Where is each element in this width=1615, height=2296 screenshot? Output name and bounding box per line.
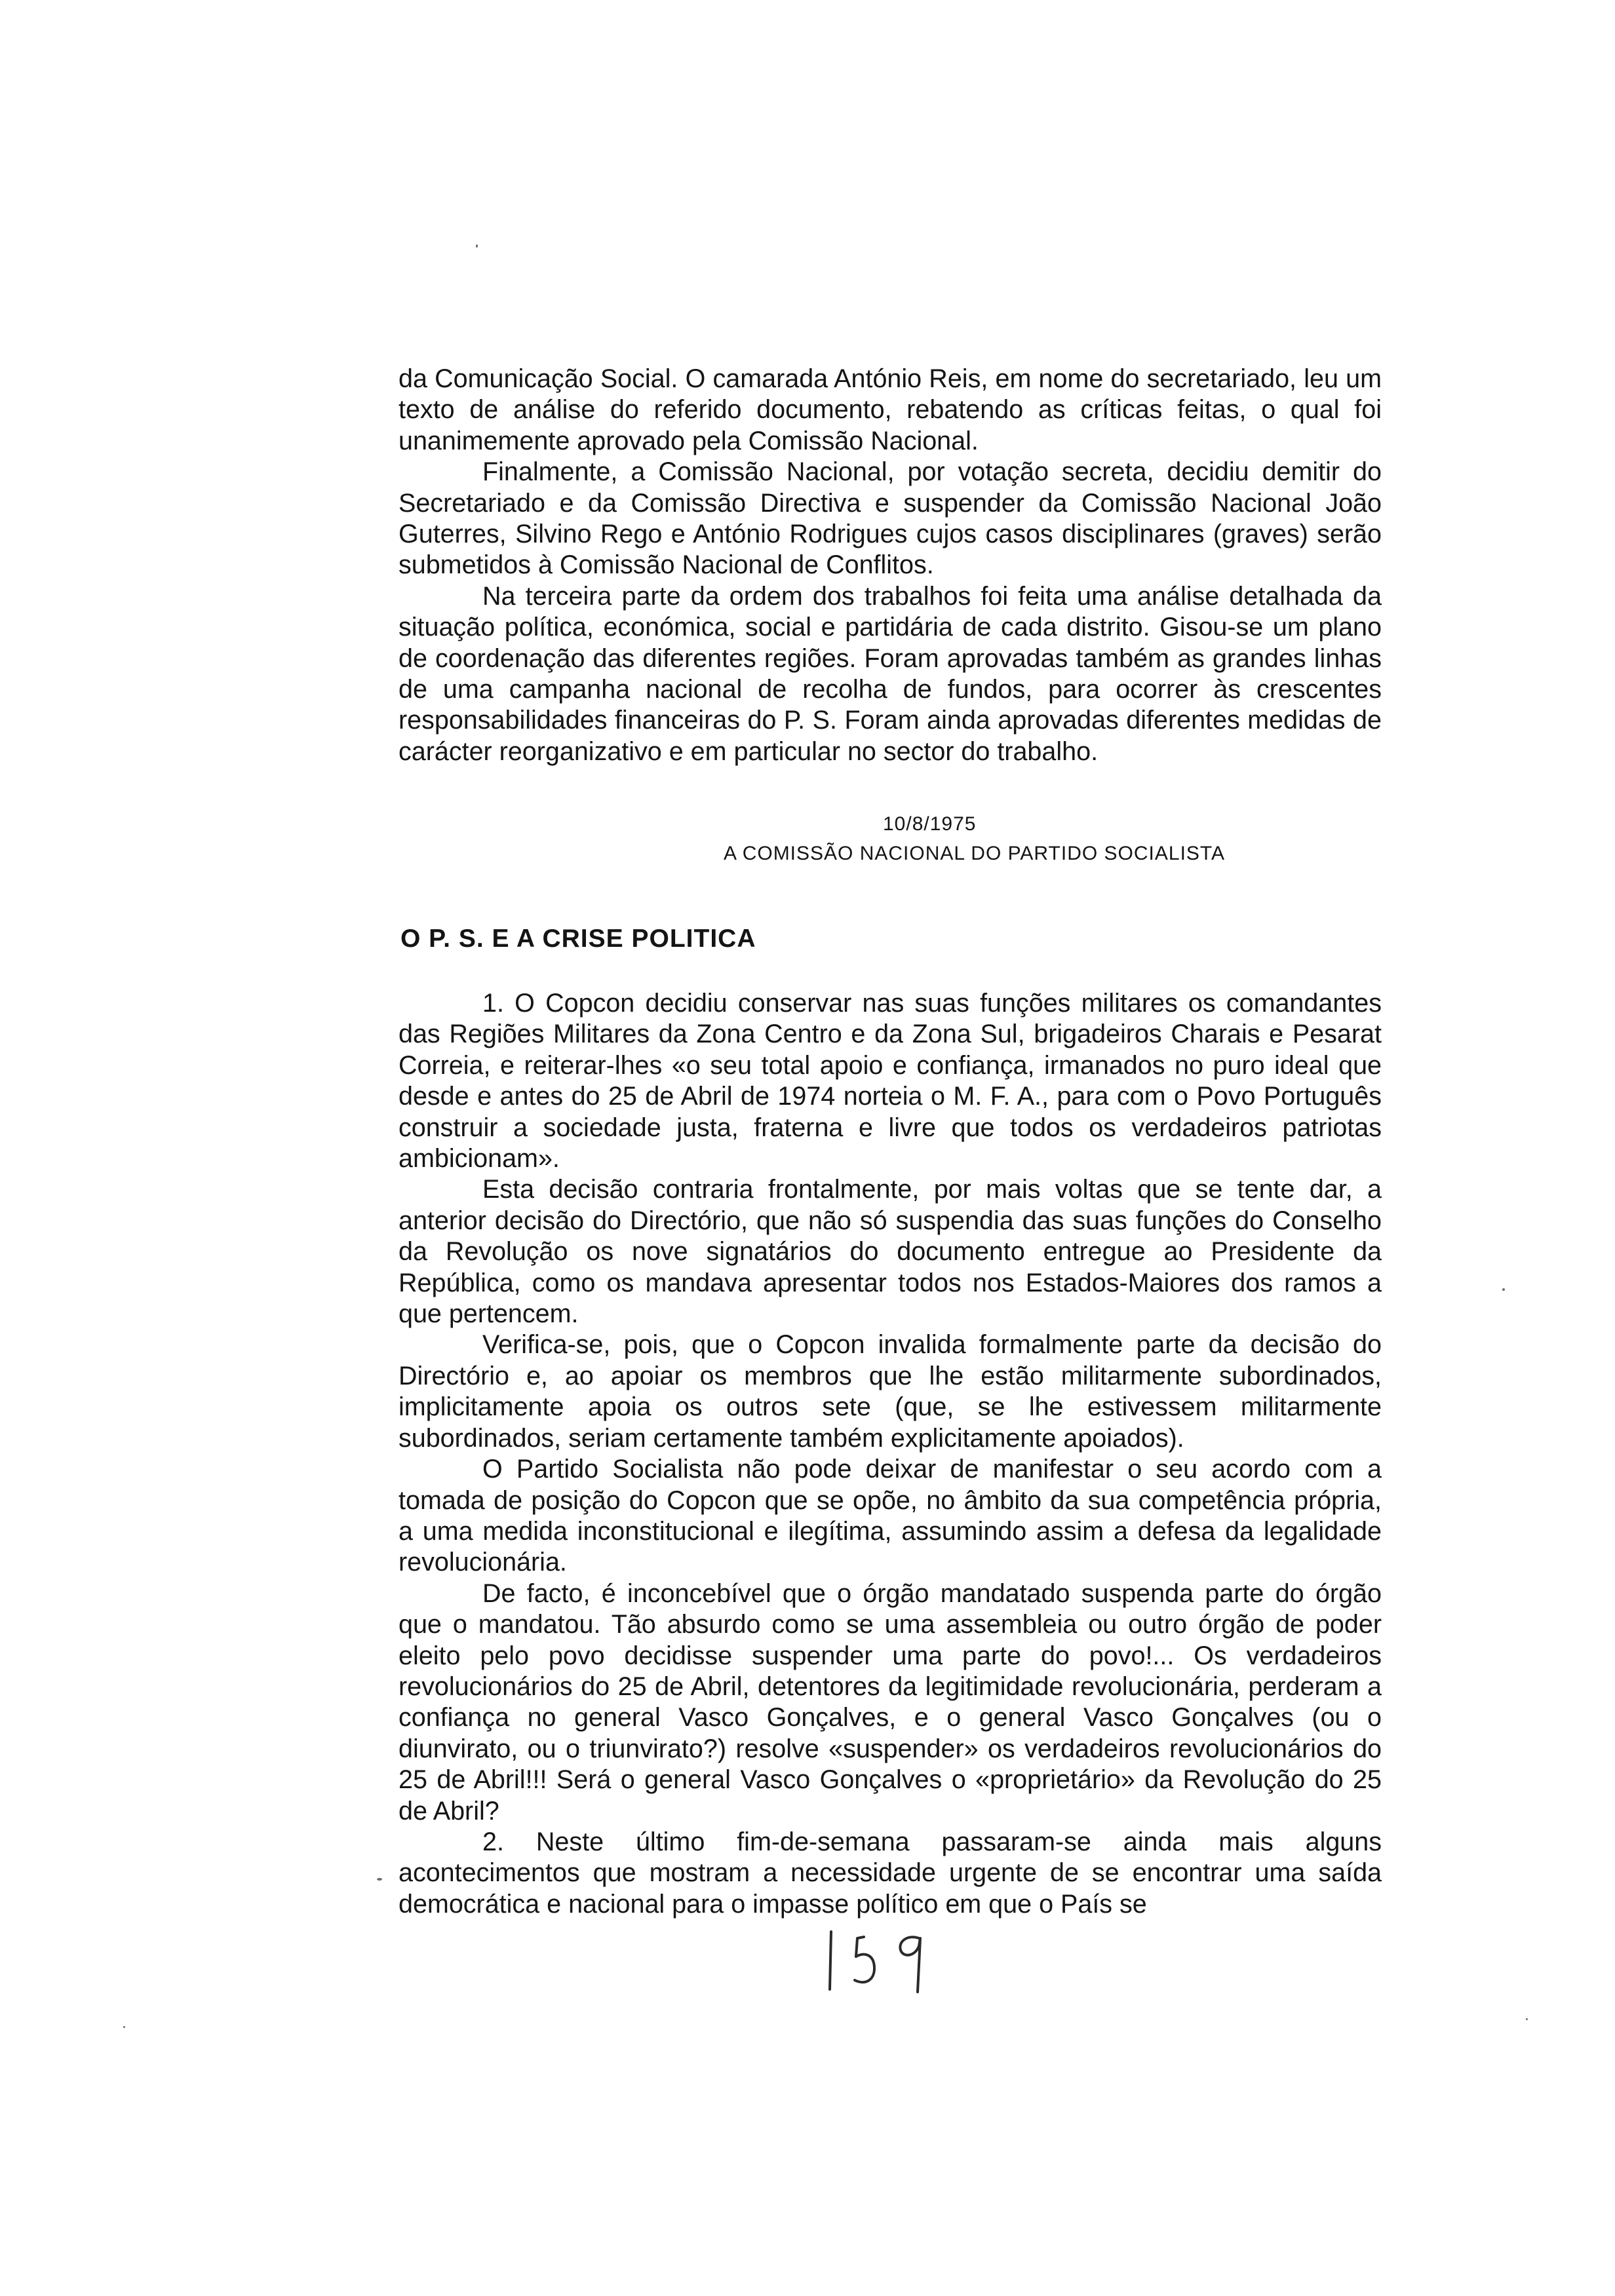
paragraph: Na terceira parte da ordem dos trabalhos foi feita uma análise detalhada da situação política, económica, social e partidária de cada distrito. Gisou-se um plano de coordenação das diferentes regiões. Foram aprovadas também as grandes linhas de uma campanha nacional de recolha de fundos, para ocorrer às crescentes responsabilidades financeiras do P. S. Foram ainda aprovadas diferentes medidas de carácter reorganizativo e em particular no sector do trabalho. <box>399 581 1382 766</box>
signature-date: 10/8/1975 <box>883 813 977 835</box>
scan-speck <box>476 244 478 248</box>
paragraph: De facto, é inconcebível que o órgão mandatado suspenda parte do órgão que o mandatou. Tão absurdo como se uma assembleia ou outro órgão de poder eleito pelo povo decidisse suspender uma parte do povo!... Os verdadeiros revolucionários do 25 de Abril, detentores da legitimidade revolucionária, perderam a confiança no general Vasco Gonçalves, e o general Vasco Gonçalves (ou o diunvirato, ou o triunvirato?) resolve «suspender» os verdadeiros revolucionários do 25 de Abril!!! Será o general Vasco Gonçalves o «proprietário» da Revolução do 25 de Abril? <box>399 1578 1382 1826</box>
paragraph: Verifica-se, pois, que o Copcon invalida formalmente parte da decisão do Directório e, ao apoiar os membros que lhe estão militarmente subordinados, implicitamente apoia os outros sete (que, se lhe estivessem militarmente subordinados, seriam certamente também explicitamente apoiados). <box>399 1330 1382 1453</box>
paragraph: 1. O Copcon decidiu conservar nas suas funções militares os comandantes das Regiões Militares da Zona Centro e da Zona Sul, brigadeiros Charais e Pesarat Correia, e reiterar-lhes «o seu total apoio e confiança, irmanados no puro ideal que desde e antes do 25 de Abril de 1974 norteia o M. F. A., para com o Povo Português construir a sociedade justa, fraterna e livre que todos os verdadeiros patriotas ambicionam». <box>399 989 1382 1174</box>
scan-speck <box>377 1878 382 1881</box>
paragraph: da Comunicação Social. O camarada António Reis, em nome do secretariado, leu um texto de análise do referido documento, rebatendo as críticas feitas, o qual foi unanimemente aprovado pela Comissão Nacional. <box>399 364 1382 455</box>
signature-name: A COMISSÃO NACIONAL DO PARTIDO SOCIALISTA <box>724 843 1226 864</box>
scan-speck <box>1526 2018 1528 2020</box>
top-text-block <box>399 364 1382 767</box>
scan-speck <box>123 2026 125 2028</box>
paragraph: Finalmente, a Comissão Nacional, por votação secreta, decidiu demitir do Secretariado e da Comissão Directiva e suspender da Comissão Nacional João Guterres, Silvino Rego e António Rodrigues cujos casos disciplinares (graves) serão submetidos à Comissão Nacional de Conflitos. <box>399 457 1382 580</box>
handwritten-page-number <box>819 1912 950 2010</box>
paragraph: O Partido Socialista não pode deixar de manifestar o seu acordo com a tomada de posição do Copcon que se opõe, no âmbito da sua competência própria, a uma medida inconstitucional e ilegítima, assumindo assim a defesa da legalidade revolucionária. <box>399 1455 1382 1577</box>
section-text-block <box>399 988 1382 1920</box>
section-heading: O P. S. E A CRISE POLITICA <box>400 925 756 953</box>
paragraph: 2. Neste último fim-de-semana passaram-se ainda mais alguns acontecimentos que mostram a necessidade urgente de se encontrar uma saída democrática e nacional para o impasse político em que o País se <box>399 1827 1382 1919</box>
scan-speck <box>1502 1288 1505 1291</box>
paragraph: Esta decisão contraria frontalmente, por mais voltas que se tente dar, a anterior decisão do Directório, que não só suspendia das suas funções do Conselho da Revolução os nove signatários do documento entregue ao Presidente da República, como os mandava apresentar todos nos Estados-Maiores dos ramos a que pertencem. <box>399 1175 1382 1329</box>
